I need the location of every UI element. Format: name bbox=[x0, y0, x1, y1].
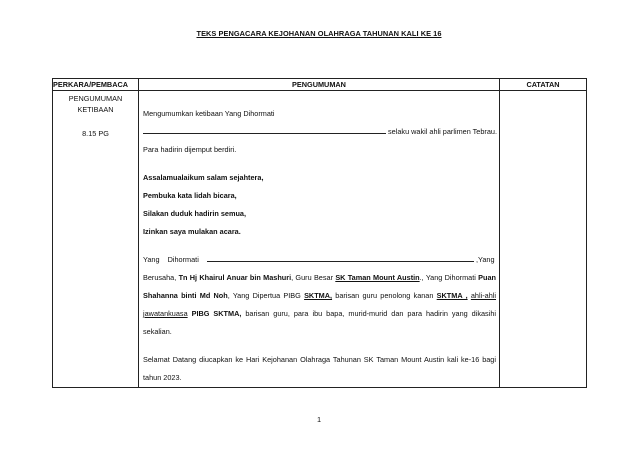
para-text: , Yang Dipertua PIBG bbox=[227, 291, 305, 300]
para-text: barisan guru penolong kanan bbox=[332, 291, 437, 300]
yang-word: Yang bbox=[143, 255, 160, 264]
pantun-line-4: Izinkan saya mulakan acara. bbox=[143, 227, 241, 236]
pantun-line-3: Silakan duduk hadirin semua, bbox=[143, 209, 246, 218]
ajk-text: ahli-ahli jawatankuasa bbox=[143, 291, 496, 318]
pantun-line-2: Pembuka kata lidah bicara, bbox=[143, 191, 237, 200]
para-text: ., Yang Dihormati bbox=[419, 273, 479, 282]
pibg-name: Puan Shahanna binti Md Noh bbox=[143, 273, 496, 300]
page-number: 1 bbox=[316, 415, 322, 424]
dihormati-word: Dihormati bbox=[167, 255, 199, 264]
perkara-line2: KETIBAAN bbox=[77, 105, 114, 114]
sktma-abbrev: SKTMA , bbox=[436, 291, 468, 300]
para-text: Berusaha, bbox=[143, 273, 179, 282]
pibg-sktma: PIBG SKTMA, bbox=[191, 309, 242, 318]
yang-end-word: ,Yang bbox=[475, 255, 495, 264]
wakil-line bbox=[143, 123, 496, 141]
para-text: barisan guru, para ibu bapa, murid-murid dan para hadirin yang dikasihi sekalian. bbox=[143, 309, 496, 336]
para-text: , Guru Besar bbox=[291, 273, 336, 282]
pengumuman-cell bbox=[139, 91, 500, 388]
table-header-row bbox=[53, 79, 587, 91]
welcome-paragraph: Selamat Datang diucapkan ke Hari Kejohanan Olahraga Tahunan SK Taman Mount Austin kali ke-16 bagi tahun 2023. bbox=[143, 355, 496, 382]
header-perkara: PERKARA/PEMBACA bbox=[53, 79, 139, 91]
announcement-table bbox=[52, 78, 587, 388]
pantun-line-1: Assalamualaikum salam sejahtera, bbox=[143, 173, 264, 182]
time-label: 8.15 PG bbox=[82, 129, 109, 138]
announce-line: Mengumumkan ketibaan Yang Dihormati bbox=[143, 109, 275, 118]
blank-name-field-2 bbox=[207, 252, 474, 262]
berdiri-line: Para hadirin dijemput berdiri. bbox=[143, 145, 237, 154]
guru-besar-name: Tn Hj Khairul Anuar bin Mashuri bbox=[178, 273, 292, 282]
greeting-paragraph bbox=[143, 269, 496, 341]
header-pengumuman: PENGUMUMAN bbox=[139, 79, 500, 91]
perkara-cell bbox=[53, 91, 139, 388]
yang-dihormati-line bbox=[143, 251, 496, 269]
perkara-line1: PENGUMUMAN bbox=[68, 94, 123, 103]
blank-name-field bbox=[143, 124, 386, 134]
catatan-cell bbox=[500, 91, 587, 388]
document-title: TEKS PENGACARA KEJOHANAN OLAHRAGA TAHUNAN KALI KE 16 bbox=[196, 29, 442, 38]
sktma-abbrev: SKTMA, bbox=[304, 291, 333, 300]
school-name: SK Taman Mount Austin bbox=[335, 273, 420, 282]
table-row bbox=[53, 91, 587, 388]
wakil-text: selaku wakil ahli parlimen Tebrau. bbox=[388, 127, 497, 136]
header-catatan: CATATAN bbox=[500, 79, 587, 91]
